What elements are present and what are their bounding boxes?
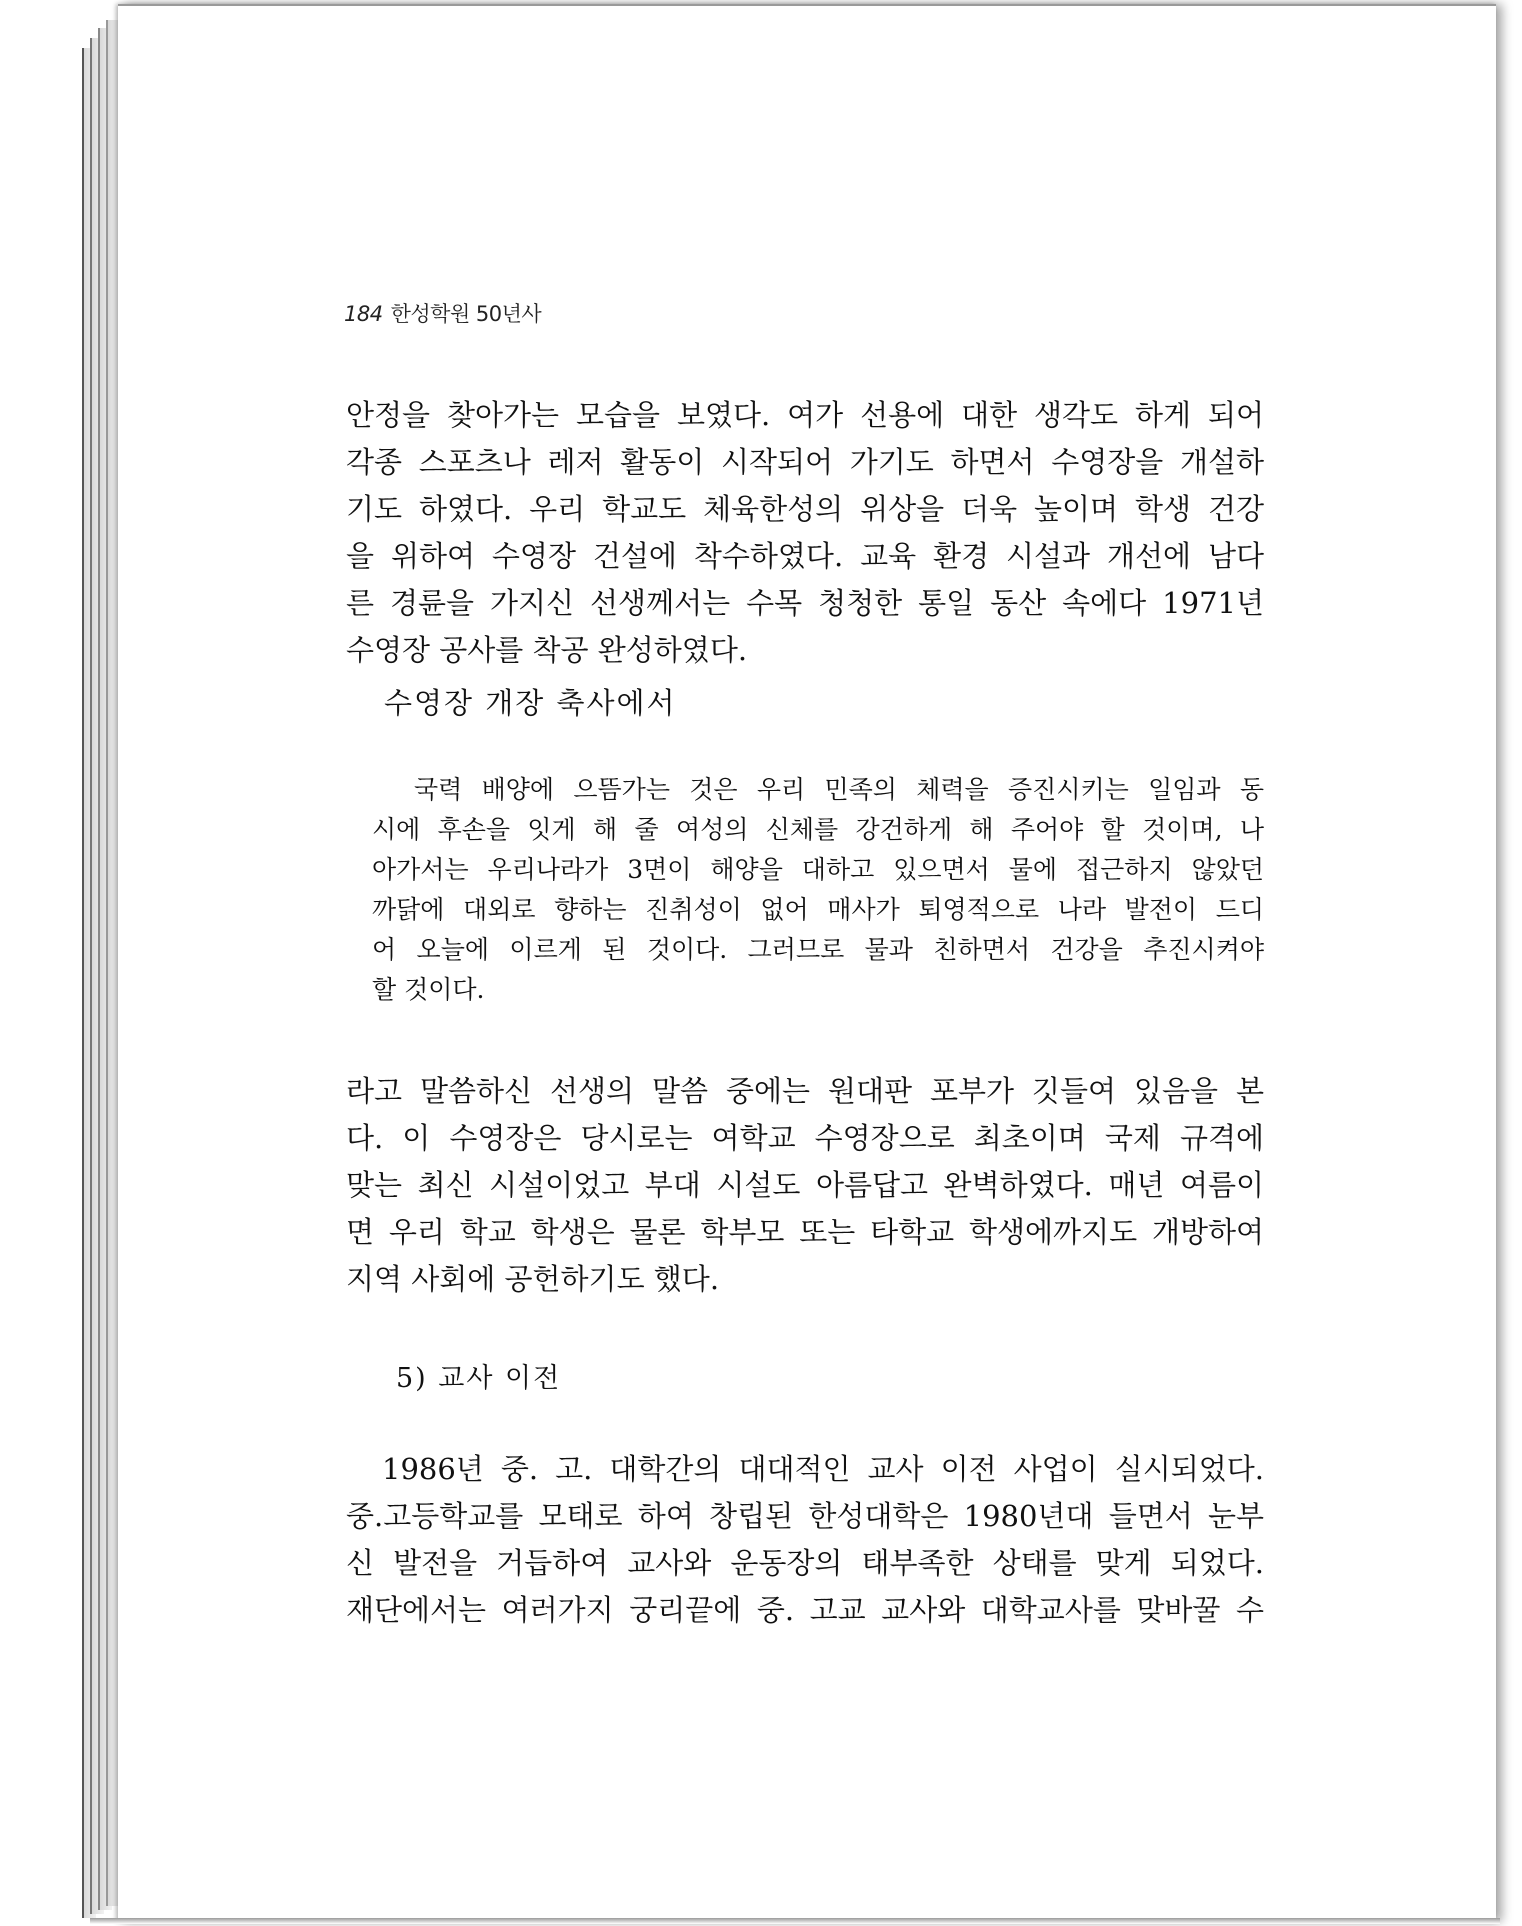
- text-line: 1986년 중. 고. 대학간의 대대적인 교사 이전 사업이 실시되었다.: [382, 1452, 1264, 1486]
- quoted-speech: [372, 770, 1264, 1010]
- text-line: 안정을 찾아가는 모습을 보였다. 여가 선용에 대한 생각도 하게 되어: [346, 398, 1264, 432]
- page-number: 184: [344, 302, 383, 326]
- text-line: 중.고등학교를 모태로 하여 창립된 한성대학은 1980년대 들면서 눈부: [346, 1499, 1264, 1533]
- text-line: 각종 스포츠나 레저 활동이 시작되어 가기도 하면서 수영장을 개설하: [346, 445, 1264, 479]
- text-line: 지역 사회에 공헌하기도 했다.: [346, 1262, 720, 1296]
- quote-line: 까닭에 대외로 향하는 진취성이 없어 매사가 퇴영적으로 나라 발전이 드디: [372, 895, 1264, 924]
- text-line: 다. 이 수영장은 당시로는 여학교 수영장으로 최초이며 국제 규격에: [346, 1121, 1264, 1155]
- paragraph-pool-remarks: [346, 1068, 1264, 1303]
- text-line: 른 경륜을 가지신 선생께서는 수목 청청한 통일 동산 속에다 1971년: [346, 586, 1264, 620]
- running-head: [344, 298, 541, 328]
- text-line: 신 발전을 거듭하여 교사와 운동장의 태부족한 상태를 맞게 되었다.: [346, 1546, 1264, 1580]
- text-line: 기도 하였다. 우리 학교도 체육한성의 위상을 더욱 높이며 학생 건강: [346, 492, 1264, 526]
- quote-line: 국력 배양에 으뜸가는 것은 우리 민족의 체력을 증진시키는 일임과 동: [414, 775, 1264, 804]
- quote-line: 어 오늘에 이르게 된 것이다. 그러므로 물과 친하면서 건강을 추진시켜야: [372, 935, 1264, 964]
- text-line: 라고 말씀하신 선생의 말씀 중에는 원대판 포부가 깃들여 있음을 본: [346, 1074, 1264, 1108]
- paragraph-pool-opening: [346, 392, 1264, 674]
- text-line: 재단에서는 여러가지 궁리끝에 중. 고교 교사와 대학교사를 맞바꿀 수: [346, 1593, 1264, 1627]
- quote-line: 시에 후손을 잇게 해 줄 여성의 신체를 강건하게 해 주어야 할 것이며, 나: [372, 815, 1264, 844]
- speech-heading: 수영장 개장 축사에서: [384, 686, 677, 720]
- section-heading: 5) 교사 이전: [396, 1363, 562, 1394]
- text-line: 맞는 최신 시설이었고 부대 시설도 아름답고 완벽하였다. 매년 여름이: [346, 1168, 1264, 1202]
- text-line: 수영장 공사를 착공 완성하였다.: [346, 633, 748, 667]
- quote-line: 아가서는 우리나라가 3면이 해양을 대하고 있으면서 물에 접근하지 않았던: [372, 855, 1264, 884]
- text-line: 면 우리 학교 학생은 물론 학부모 또는 타학교 학생에까지도 개방하여: [346, 1215, 1264, 1249]
- text-line: 을 위하여 수영장 건설에 착수하였다. 교육 환경 시설과 개선에 남다: [346, 539, 1264, 573]
- book-title: 한성학원 50년사: [390, 302, 542, 326]
- paragraph-school-relocation: [346, 1446, 1264, 1634]
- quote-line: 할 것이다.: [372, 975, 485, 1004]
